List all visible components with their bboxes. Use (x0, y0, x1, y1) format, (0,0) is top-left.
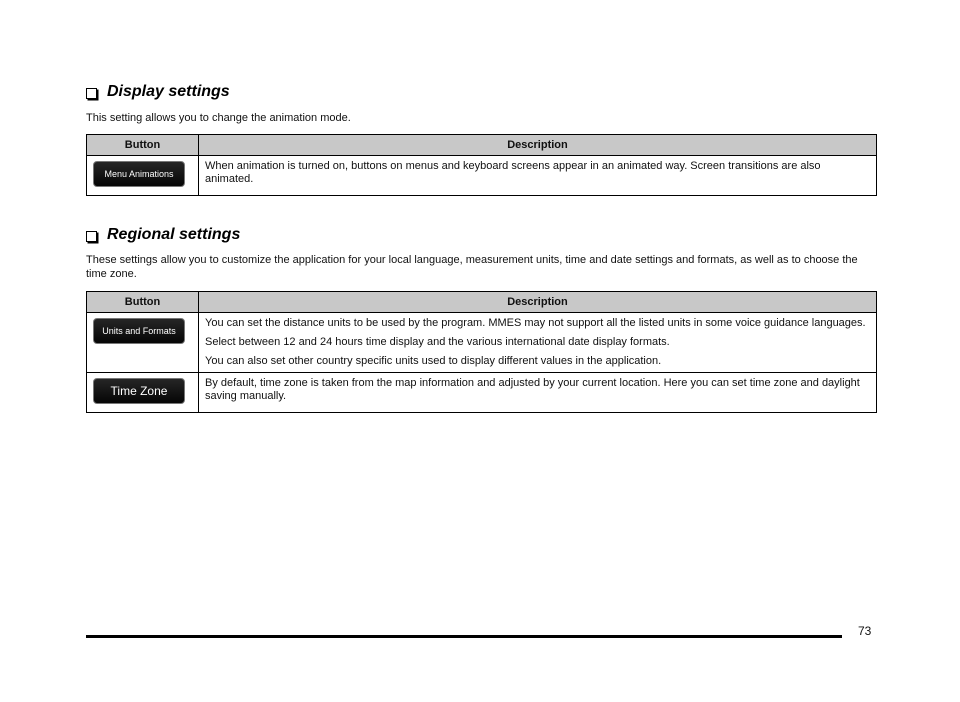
regional-settings-table (86, 291, 877, 413)
description-text: You can also set other country specific units used to display different values in the application. (205, 355, 662, 367)
units-and-formats-button[interactable]: Units and Formats (93, 318, 185, 344)
table-row (87, 313, 877, 373)
table-header-row (87, 292, 877, 313)
regional-settings-title: Regional settings (107, 226, 241, 243)
table-row (87, 373, 877, 413)
table-row (87, 156, 877, 196)
page-number: 73 (858, 624, 872, 638)
description-text: Select between 12 and 24 hours time display and the various international date display formats. (205, 336, 670, 348)
regional-settings-intro: These settings allow you to customize the application for your local language, measurement units, time and date settings and formats, as well as to choose the time zone. (86, 254, 858, 280)
description-cell (199, 313, 877, 373)
menu-animations-button[interactable]: Menu Animations (93, 161, 185, 187)
column-header-description: Description (199, 135, 877, 156)
description-cell (199, 156, 877, 196)
display-settings-table (86, 134, 877, 196)
checkbox-icon (86, 231, 97, 242)
description-text: When animation is turned on, buttons on menus and keyboard screens appear in an animated way. Screen transitions are also animated. (205, 160, 821, 185)
column-header-button: Button (87, 292, 199, 313)
description-cell (199, 373, 877, 413)
time-zone-button[interactable]: Time Zone (93, 378, 185, 404)
display-settings-title: Display settings (107, 83, 230, 100)
regional-settings-heading (86, 226, 240, 244)
description-text: You can set the distance units to be used by the program. MMES may not support all the listed units in some voice guidance languages. (205, 317, 866, 329)
checkbox-icon (86, 88, 97, 99)
column-header-description: Description (199, 292, 877, 313)
footer-divider (86, 635, 842, 638)
button-cell (87, 373, 199, 413)
column-header-button: Button (87, 135, 199, 156)
display-settings-intro: This setting allows you to change the animation mode. (86, 112, 351, 124)
button-cell (87, 156, 199, 196)
description-text: By default, time zone is taken from the map information and adjusted by your current location. Here you can set time zone and daylight saving manually. (205, 377, 860, 402)
table-header-row (87, 135, 877, 156)
button-cell (87, 313, 199, 373)
display-settings-heading (86, 83, 230, 101)
